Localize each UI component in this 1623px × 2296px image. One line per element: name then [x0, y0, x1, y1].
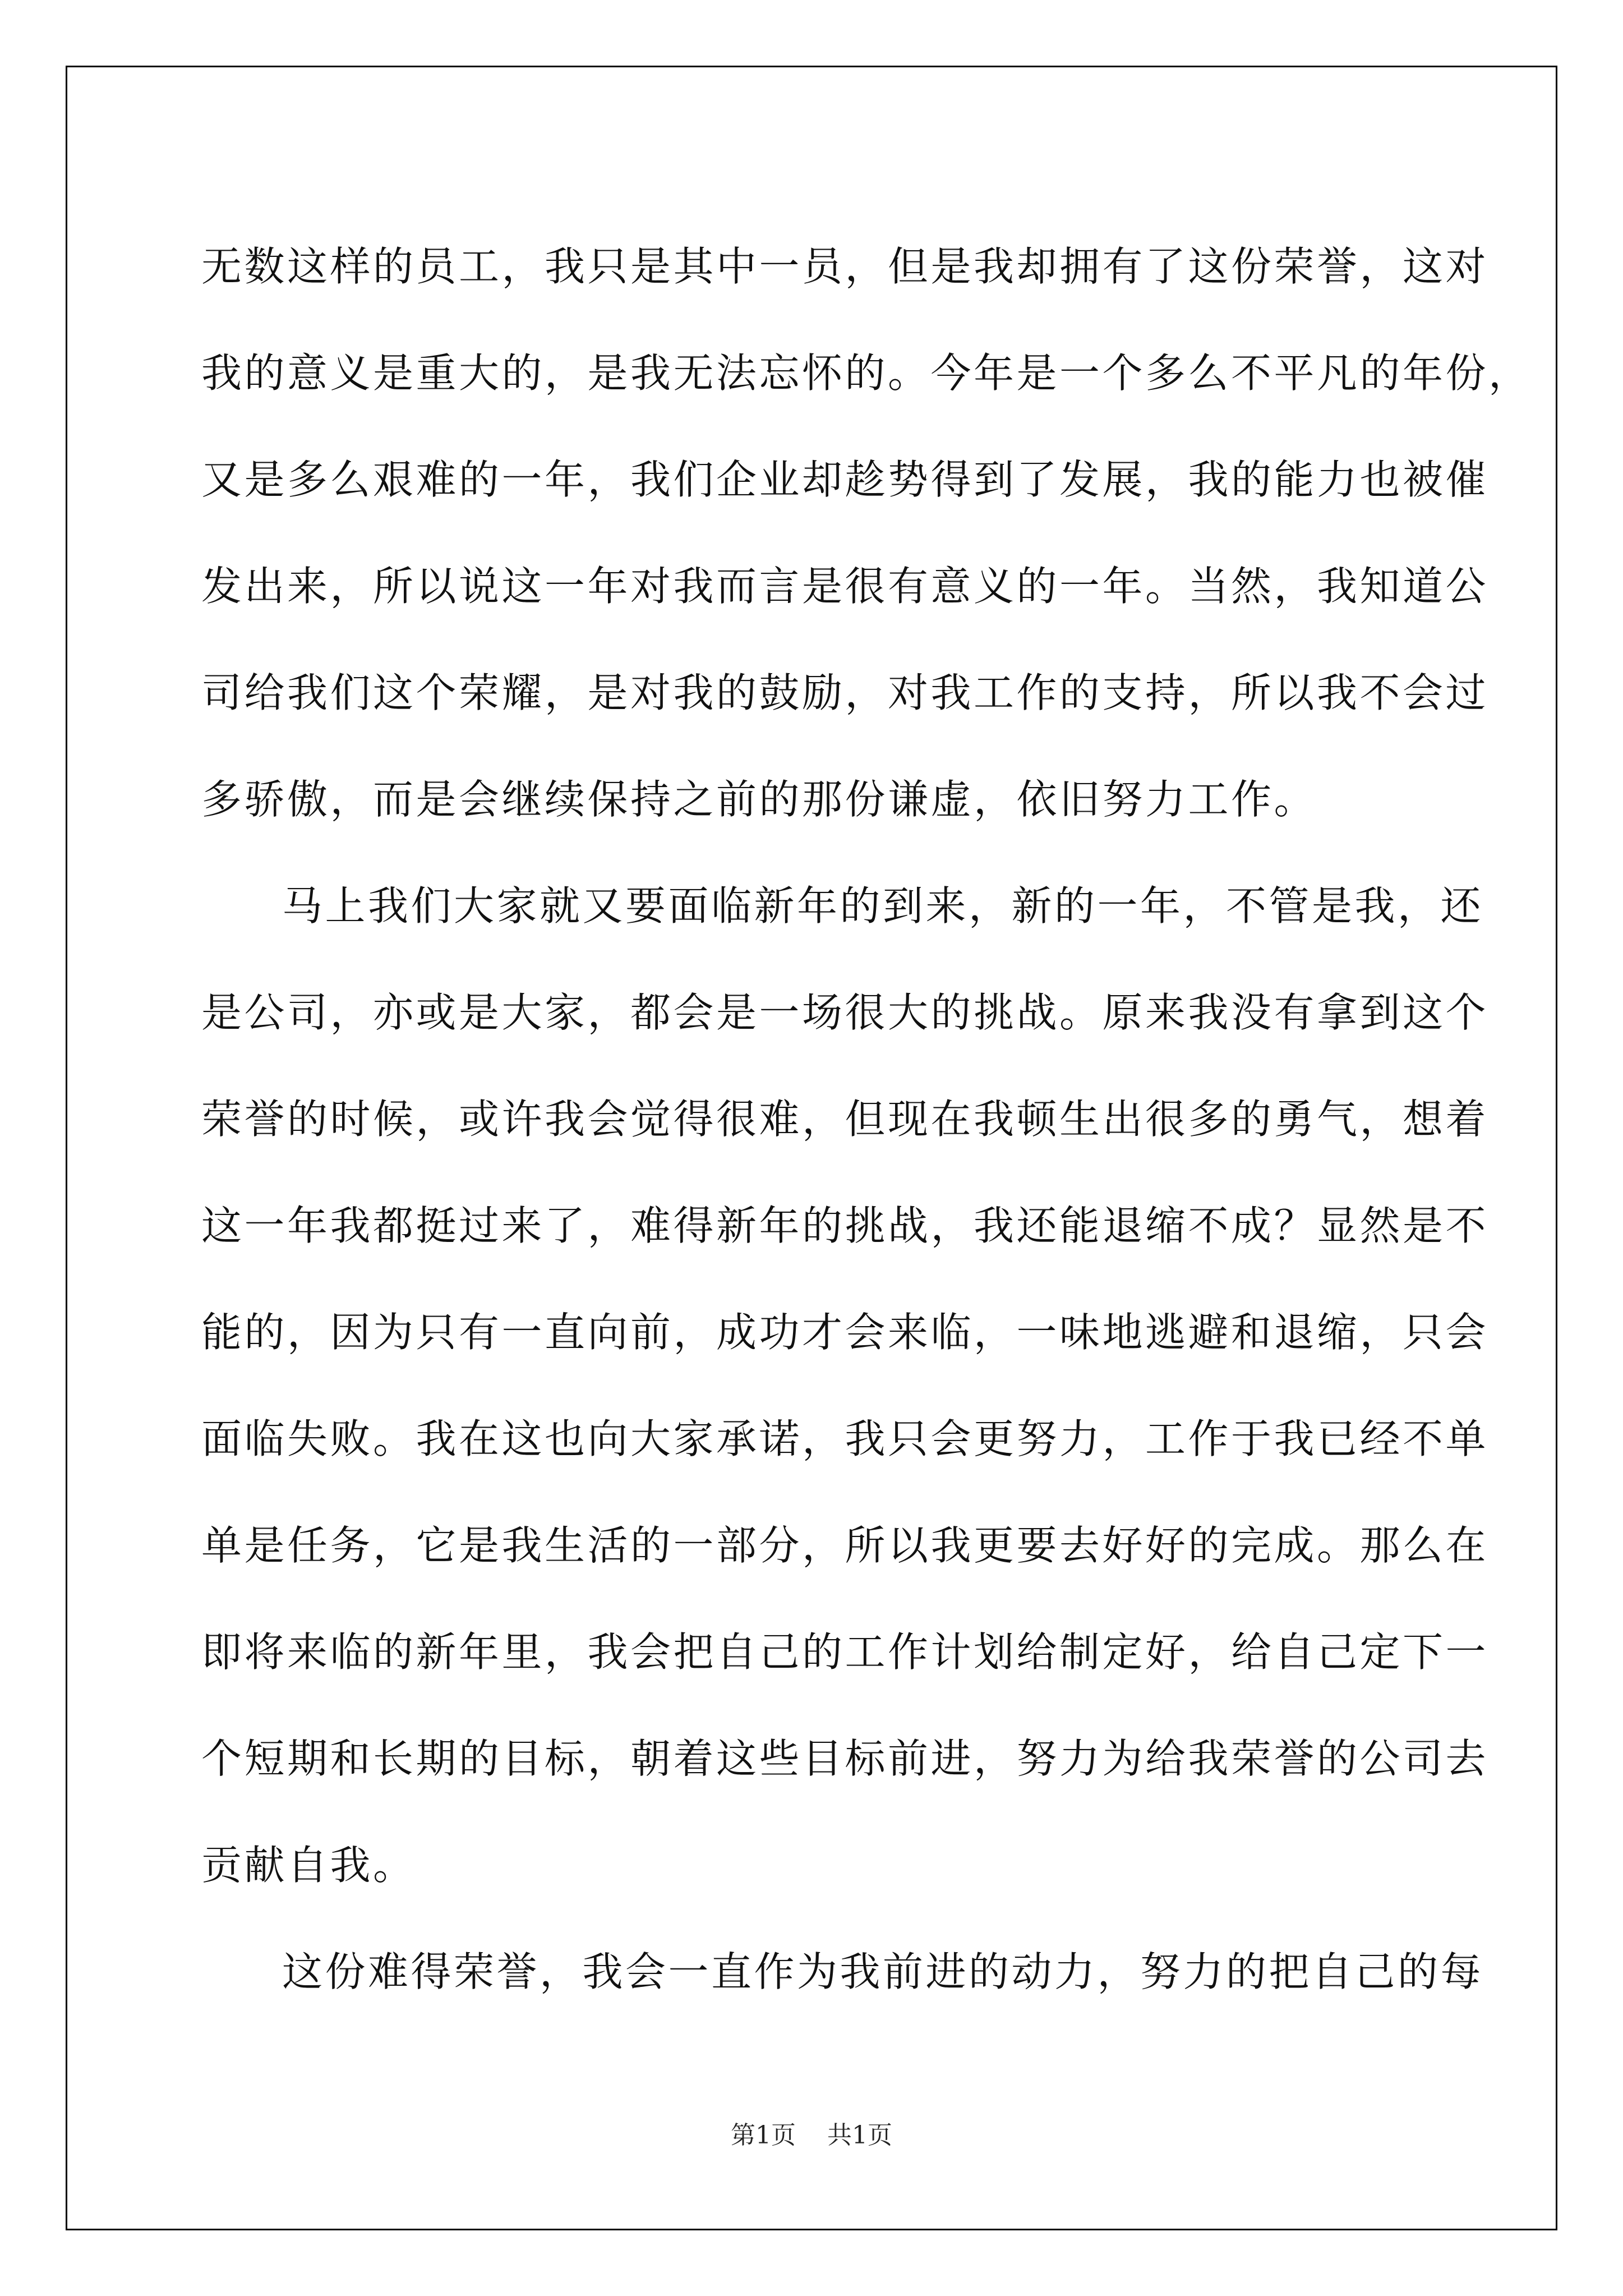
- text-line: 又是多么艰难的一年，我们企业却趁势得到了发展，我的能力也被催: [201, 456, 1489, 503]
- text-line: 个短期和长期的目标，朝着这些目标前进，努力为给我荣誉的公司去: [201, 1735, 1489, 1782]
- text-line: 无数这样的员工，我只是其中一员，但是我却拥有了这份荣誉，这对: [201, 243, 1489, 290]
- text-line: 司给我们这个荣耀，是对我的鼓励，对我工作的支持，所以我不会过: [201, 669, 1489, 716]
- text-line: 贡献自我。: [201, 1842, 416, 1889]
- text-line: 发出来，所以说这一年对我而言是很有意义的一年。当然，我知道公: [201, 563, 1489, 610]
- text-line: 荣誉的时候，或许我会觉得很难，但现在我顿生出很多的勇气，想着: [201, 1096, 1489, 1143]
- paragraph-start-line: 这份难得荣誉，我会一直作为我前进的动力，努力的把自己的每: [282, 1948, 1484, 1995]
- text-line: 是公司，亦或是大家，都会是一场很大的挑战。原来我没有拿到这个: [201, 989, 1489, 1036]
- text-line: 能的，因为只有一直向前，成功才会来临，一味地逃避和退缩，只会: [201, 1309, 1489, 1356]
- page-number: 第1页: [731, 2121, 796, 2150]
- text-line: 我的意义是重大的，是我无法忘怀的。今年是一个多么不平凡的年份，: [201, 349, 1532, 397]
- paragraph-start-line: 马上我们大家就又要面临新年的到来，新的一年，不管是我，还: [282, 882, 1484, 930]
- document-body: [201, 213, 1532, 2025]
- page-total: 共1页: [827, 2121, 892, 2150]
- text-line: 这一年我都挺过来了，难得新年的挑战，我还能退缩不成？显然是不: [201, 1202, 1489, 1249]
- text-line: 单是任务，它是我生活的一部分，所以我更要去好好的完成。那么在: [201, 1522, 1489, 1569]
- page-footer: [0, 2115, 1623, 2151]
- text-line: 面临失败。我在这也向大家承诺，我只会更努力，工作于我已经不单: [201, 1415, 1489, 1462]
- text-line: 即将来临的新年里，我会把自己的工作计划给制定好，给自己定下一: [201, 1628, 1489, 1676]
- text-line: 多骄傲，而是会继续保持之前的那份谦虚，依旧努力工作。: [201, 776, 1317, 823]
